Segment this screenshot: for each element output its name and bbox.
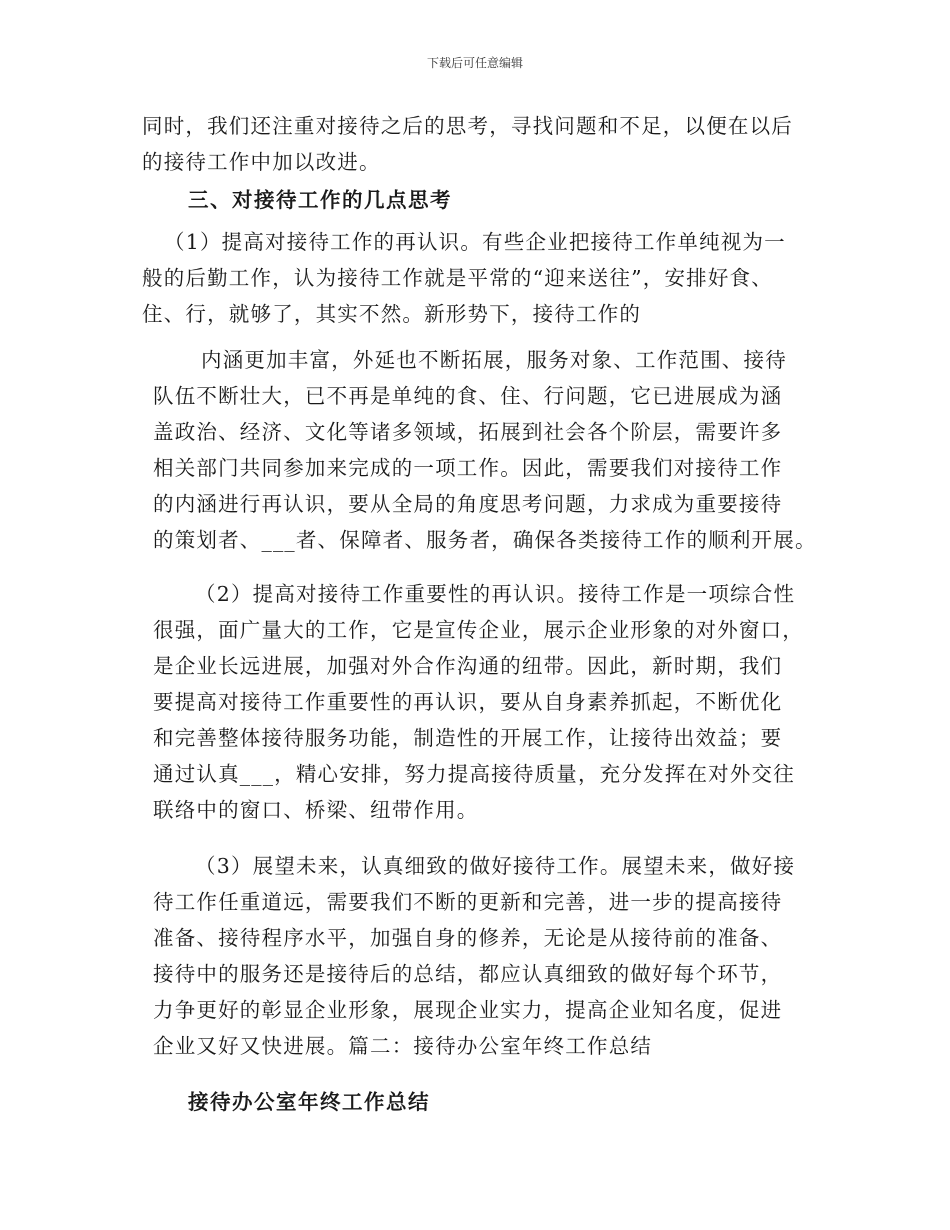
text-line: 内涵更加丰富，外延也不断拓展，服务对象、工作范围、接待 (201, 348, 787, 372)
section-heading: 三、对接待工作的几点思考 (188, 188, 452, 212)
paragraph-3 (153, 848, 795, 1064)
text-line: 的内涵进行再认识，要从全局的角度思考问题，力求成为重要接待 (153, 492, 783, 516)
text-line: 要提高对接待工作重要性的再认识，要从自身素养抓起，不断优化 (153, 690, 783, 714)
text-line: 很强，面广量大的工作，它是宣传企业，展示企业形象的对外窗口， (153, 618, 804, 642)
text-line: 和完善整体接待服务功能，制造性的开展工作，让接待出效益；要 (153, 726, 783, 750)
text-line: 的策划者、___者、保障者、服务者，确保各类接待工作的顺利开展。 (153, 528, 817, 552)
paragraph-1-part-2 (153, 342, 817, 558)
text-line: 队伍不断壮大，已不再是单纯的食、住、行问题，它已进展成为涵 (153, 384, 783, 408)
text-line: 的接待工作中加以改进。 (142, 150, 381, 174)
text-line: 准备、接待程序水平，加强自身的修养，无论是从接待前的准备、 (153, 926, 783, 950)
text-line: （3）展望未来，认真细致的做好接待工作。展望未来，做好接 (195, 854, 796, 878)
text-line: （2）提高对接待工作重要性的再认识。接待工作是一项综合性 (195, 582, 796, 606)
page-header: 下载后可任意编辑 (426, 56, 523, 70)
text-line: 住、行，就够了，其实不然。新形势下，接待工作的 (142, 302, 642, 326)
text-line: 待工作任重道远，需要我们不断的更新和完善，进一步的提高接待 (153, 890, 783, 914)
text-line: 是企业长远进展，加强对外合作沟通的纽带。因此，新时期，我们 (153, 654, 783, 678)
section-heading-2: 接待办公室年终工作总结 (188, 1090, 430, 1114)
text-line: 盖政治、经济、文化等诸多领域，拓展到社会各个阶层，需要许多 (153, 420, 783, 444)
text-line: （1）提高对接待工作的再认识。有些企业把接待工作单纯视为一 (164, 230, 786, 254)
text-line: 相关部门共同参加来完成的一项工作。因此，需要我们对接待工作 (153, 456, 783, 480)
text-line: 通过认真___，精心安排，努力提高接待质量，充分发挥在对外交往 (153, 762, 795, 786)
text-line: 联络中的窗口、桥梁、纽带作用。 (153, 798, 479, 822)
text-line: 力争更好的彰显企业形象，展现企业实力，提高企业知名度，促进 (153, 998, 783, 1022)
top-paragraph (142, 108, 793, 180)
text-line: 企业又好又快进展。篇二：接待办公室年终工作总结 (153, 1034, 653, 1058)
paragraph-2 (153, 576, 804, 828)
text-line: 接待中的服务还是接待后的总结，都应认真细致的做好每个环节， (153, 962, 783, 986)
paragraph-1-part-1 (142, 224, 786, 332)
text-line: 同时，我们还注重对接待之后的思考，寻找问题和不足，以便在以后 (142, 114, 793, 138)
text-line: 般的后勤工作，认为接待工作就是平常的“迎来送往”，安排好食、 (142, 266, 773, 290)
